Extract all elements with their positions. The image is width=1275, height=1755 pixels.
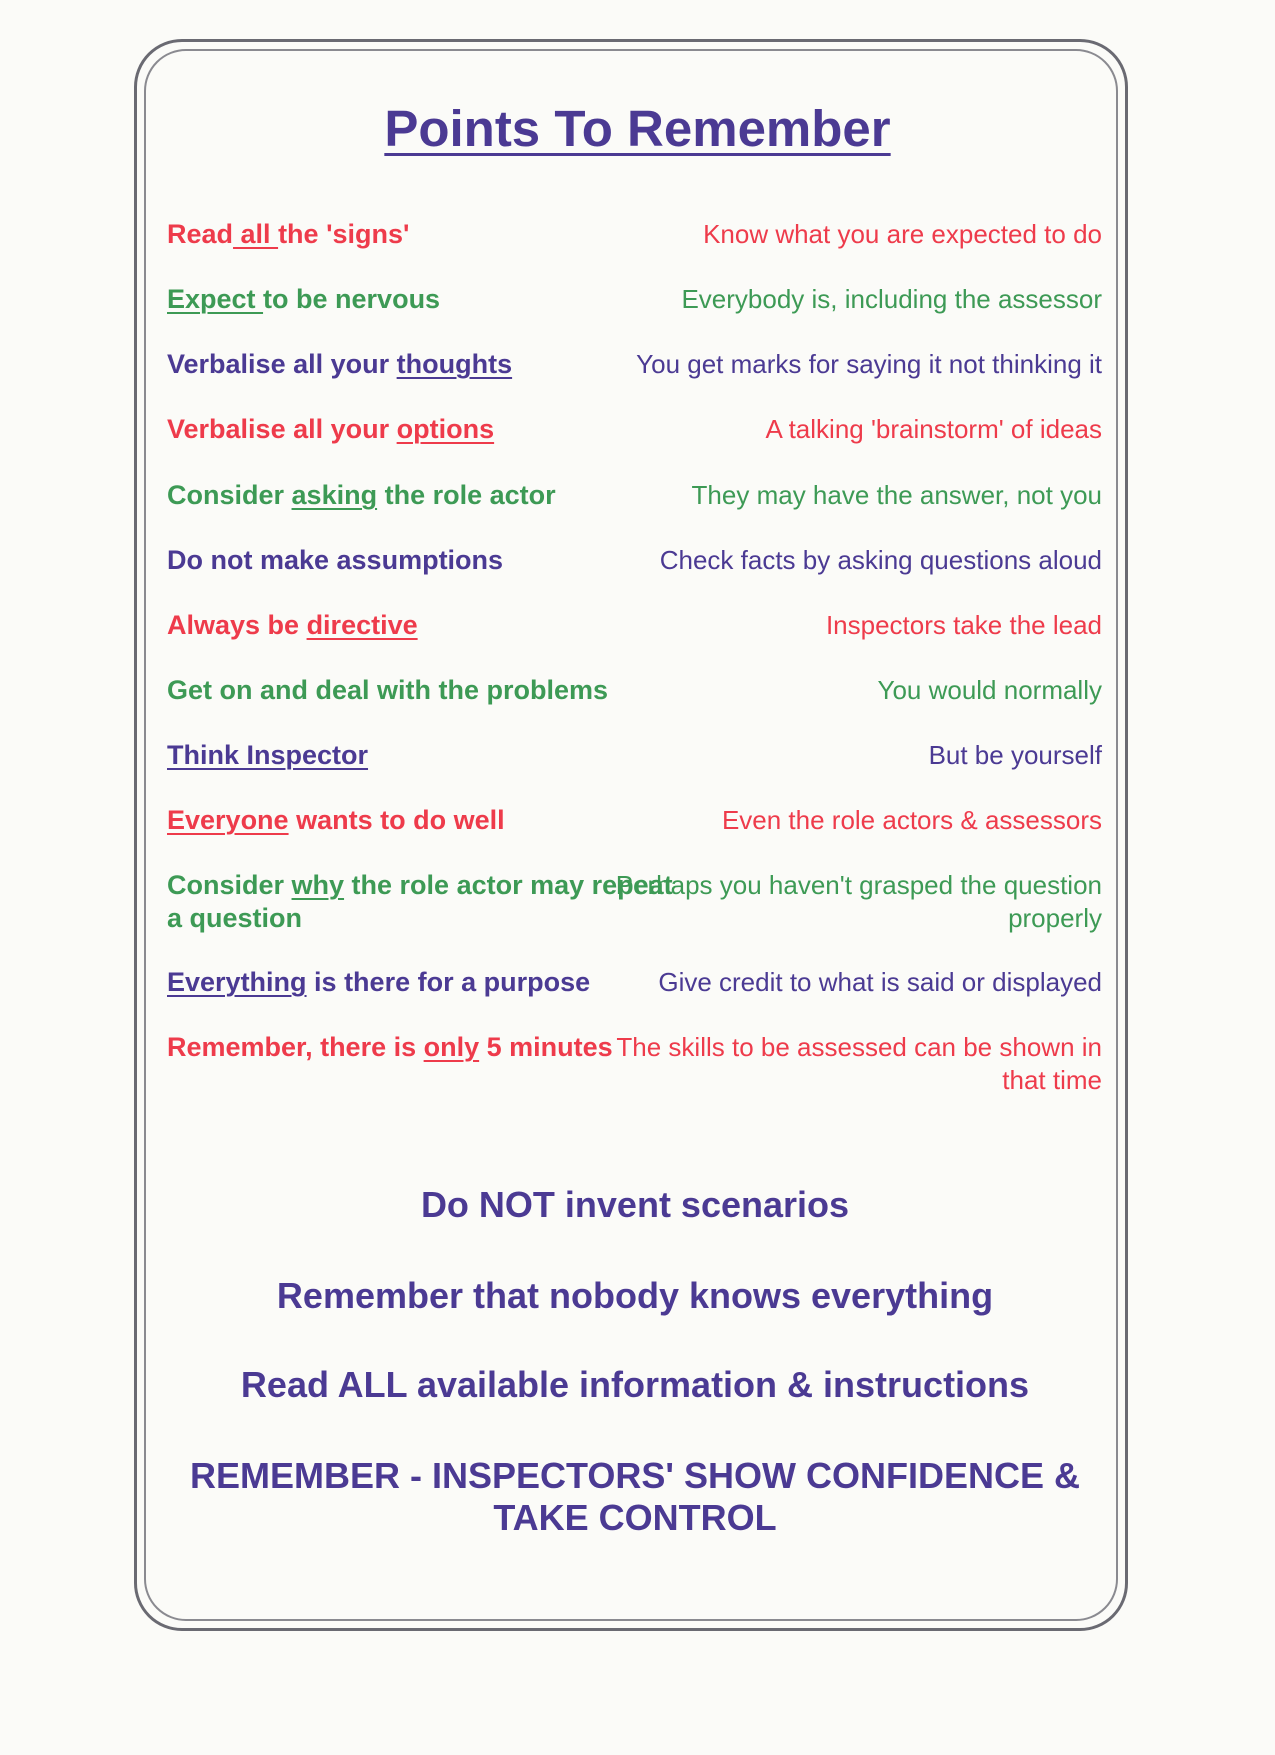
point-reason: They may have the answer, not you [691,480,1102,510]
point-reason: You get marks for saying it not thinking it [636,349,1102,379]
advice-text-segment: to be nervous [263,284,441,314]
advice-text-segment: Always be [167,610,307,640]
advice-text-segment: Everything [167,967,307,997]
advice-text-segment: the role actor [377,480,556,510]
bottom-line-3: Read ALL available information & instructions [240,1364,1030,1405]
point-reason: Even the role actors & assessors [721,805,1102,835]
point-reason: Perhaps you haven't grasped the question properly [615,870,1102,933]
advice-text-segment: Everyone [167,805,289,835]
advice-text-segment: why [291,870,345,900]
point-reason: A talking 'brainstorm' of ideas [765,414,1102,444]
point-reason: You would normally [877,675,1102,705]
advice-text-segment: wants to do well [288,805,505,835]
advice-text-segment: directive [306,610,418,640]
bottom-line-1: Do NOT invent scenarios [420,1184,850,1225]
point-reason: But be yourself [928,740,1102,770]
point-reason: Give credit to what is said or displayed [658,967,1102,997]
advice-text-segment: is there for a purpose [306,967,591,997]
advice-text-segment: 5 minutes [479,1032,613,1062]
point-reason: The skills to be assessed can be shown in that time [616,1032,1102,1095]
advice-text-segment: Get on and deal with the problems [167,675,609,705]
advice-text-segment: Do not make assumptions [167,545,504,575]
advice-text-segment: Consider [167,480,292,510]
advice-text-segment: Remember, there is [167,1032,424,1062]
advice-text-segment: the 'signs' [278,219,410,249]
advice-text-segment: only [423,1032,480,1062]
advice-text-segment: Consider [167,870,292,900]
advice-text-segment: Think Inspector [167,740,369,770]
point-reason: Know what you are expected to do [703,219,1102,249]
bottom-line-2: Remember that nobody knows everything [276,1275,994,1316]
page-title-text: Points To Remember [384,100,891,157]
point-reason: Inspectors take the lead [825,610,1102,640]
advice-text-segment: Read [167,219,234,249]
advice-text-segment: Verbalise all your [167,349,397,379]
advice-text-segment: Expect [167,284,264,314]
page-title [0,98,1275,159]
advice-text-segment: thoughts [396,349,513,379]
advice-text-segment: Verbalise all your [167,414,397,444]
point-reason: Everybody is, including the assessor [681,284,1102,314]
advice-text-segment: options [396,414,495,444]
bottom-line-4: REMEMBER - INSPECTORS' SHOW CONFIDENCE & TAKE CONTROL [190,1455,1080,1538]
advice-text-segment: all [233,219,279,249]
advice-text-segment: asking [291,480,378,510]
point-reason: Check facts by asking questions aloud [659,545,1102,575]
advice-text-segment: the role actor may repeat a question [167,870,673,933]
